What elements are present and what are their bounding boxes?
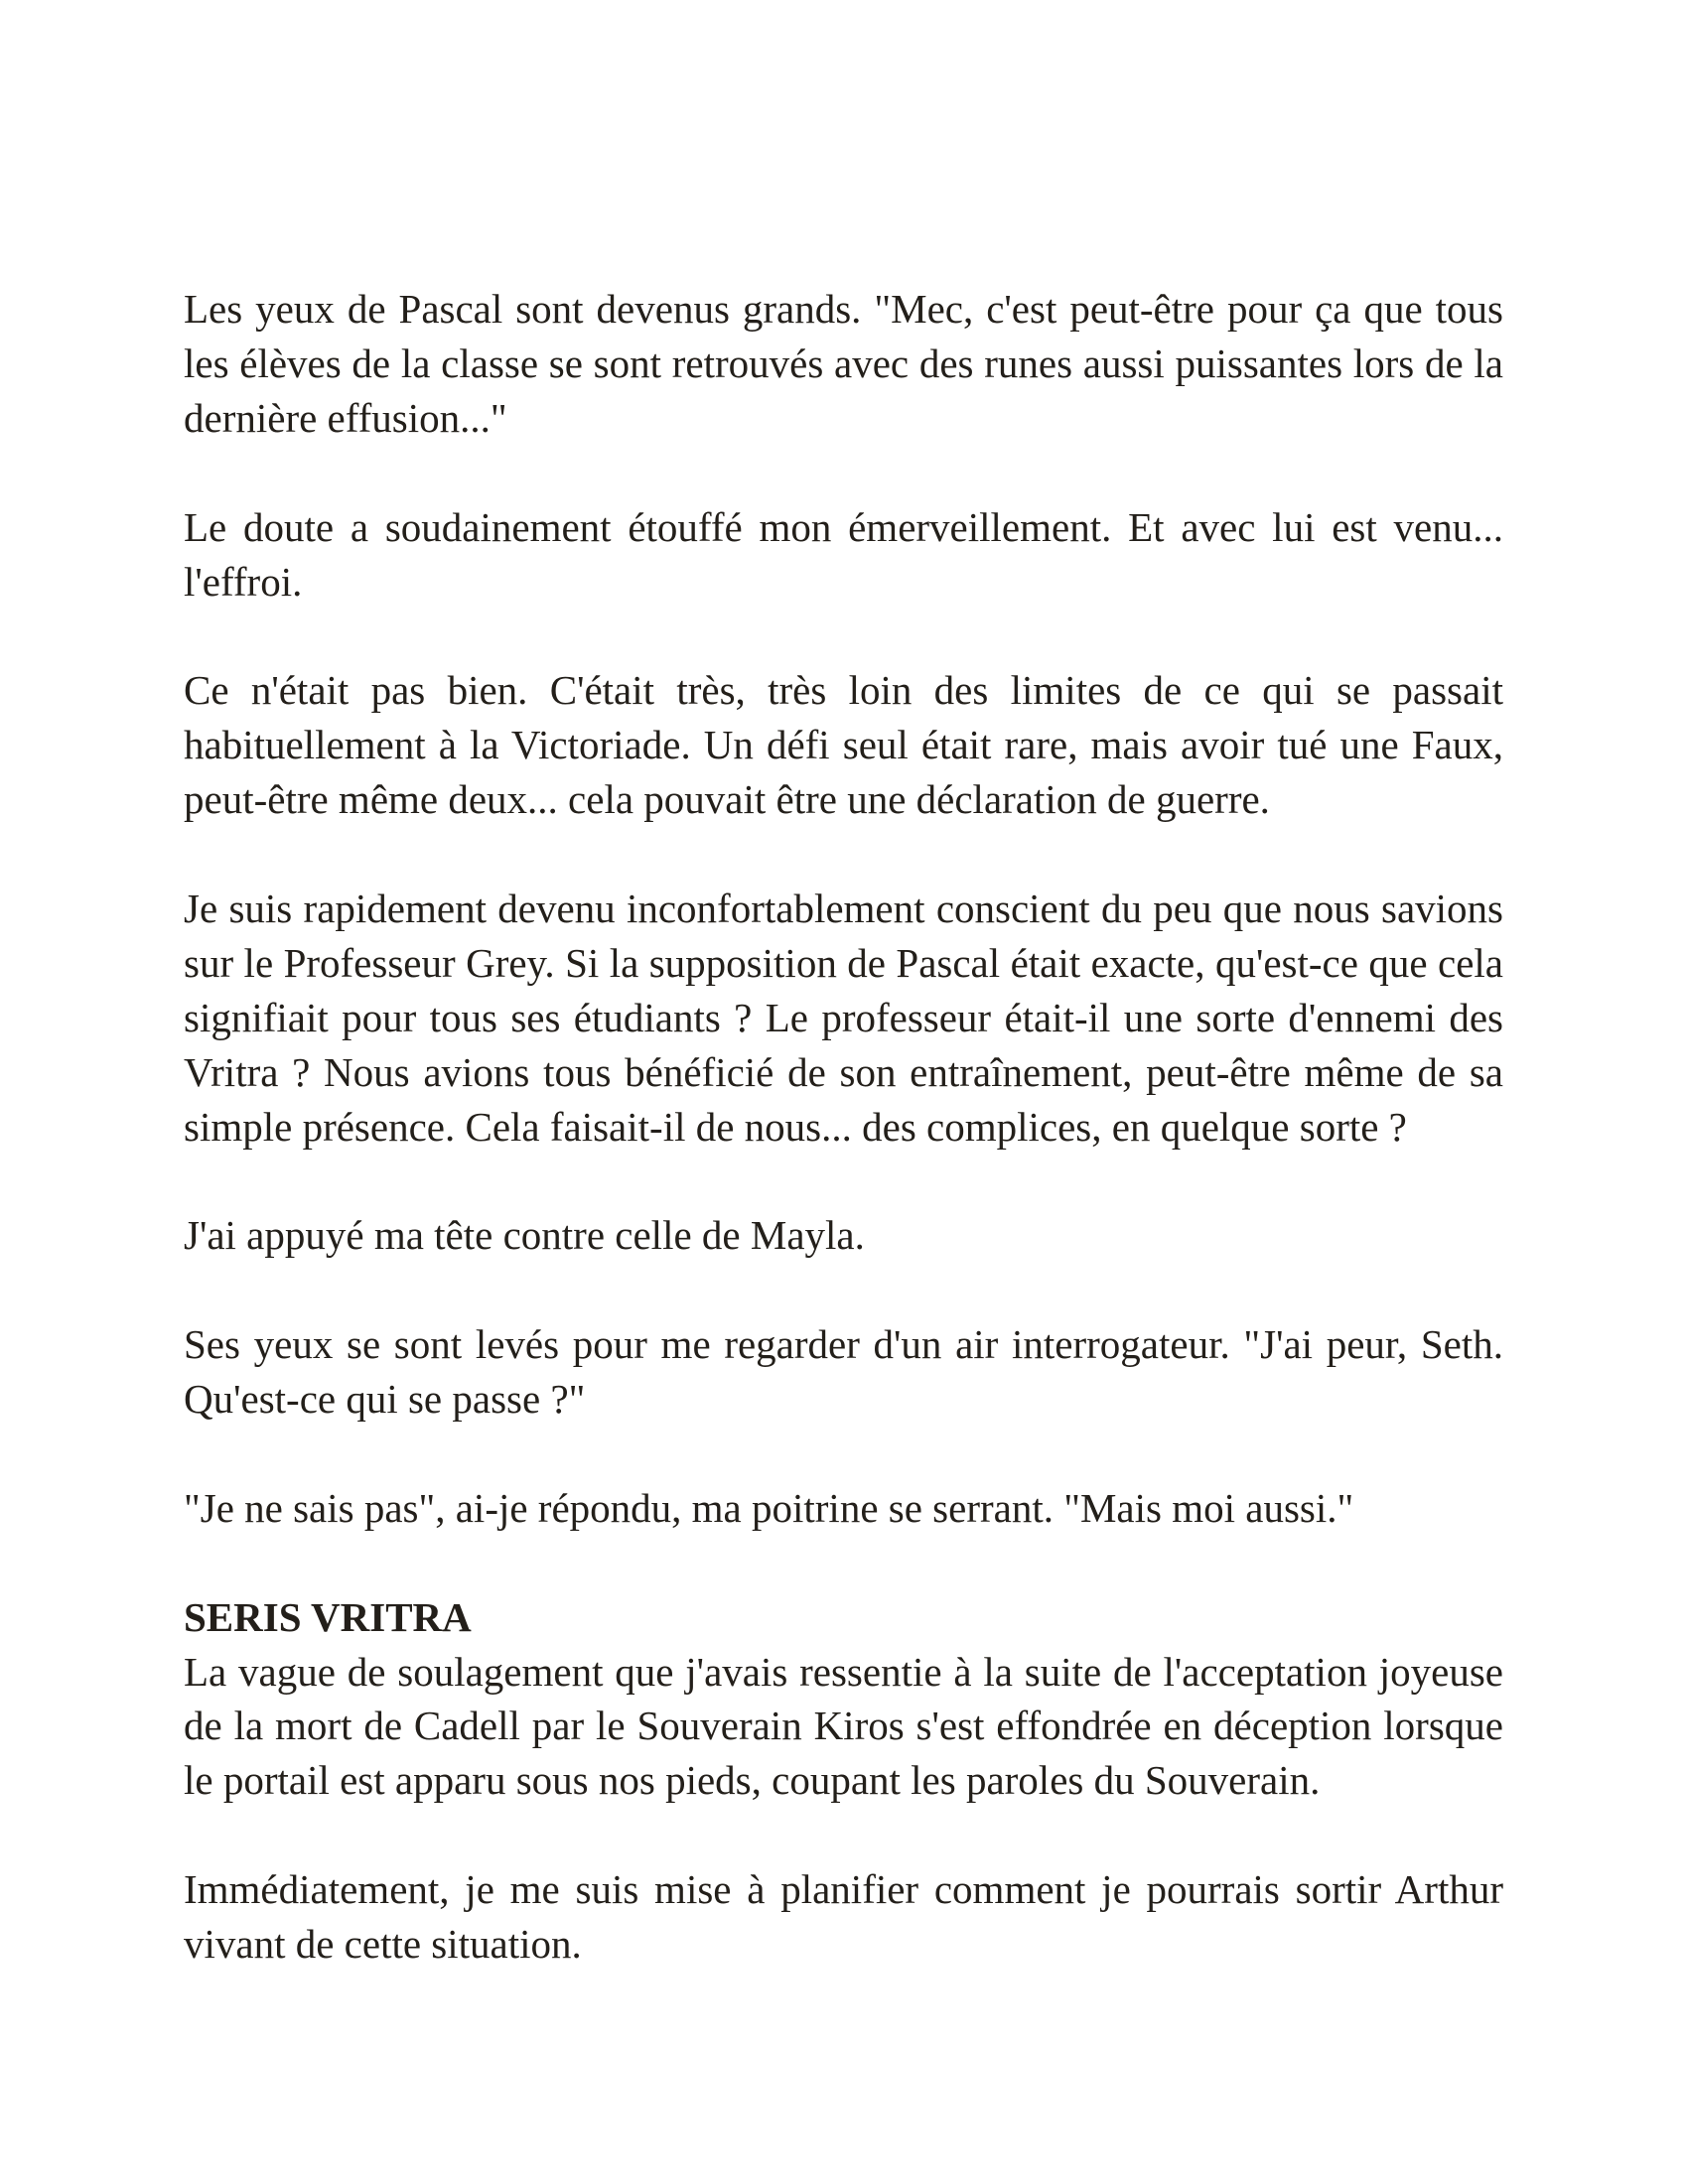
- paragraph-immediately: Immédiatement, je me suis mise à planifier comment je pourrais sortir Arthur vivant de cette situation.: [184, 1866, 1503, 1968]
- paragraph-seth-afraid: Ses yeux se sont levés pour me regarder d'un air interrogateur. "J'ai peur, Seth. Qu'est-ce qui se passe ?": [184, 1321, 1503, 1423]
- paragraph-dont-know: "Je ne sais pas", ai-je répondu, ma poitrine se serrant. "Mais moi aussi.": [184, 1484, 1354, 1531]
- paragraph-professor-grey: Je suis rapidement devenu inconfortablement conscient du peu que nous savions sur le Professeur Grey. Si la supposition de Pascal était exacte, qu'est-ce que cela signifiait pour tous ses étudiants ? Le professeur était-il une sorte d'ennemi des Vritra ? Nous avions tous bénéficié de son entraînement, peut-être même de sa simple présence. Cela faisait-il de nous... des complices, en quelque sorte ?: [184, 885, 1503, 1150]
- text-column: [184, 282, 1503, 1972]
- paragraph-pascal-eyes: Les yeux de Pascal sont devenus grands. "Mec, c'est peut-être pour ça que tous les élèves de la classe se sont retrouvés avec des runes aussi puissantes lors de la dernière effusion...": [184, 286, 1503, 441]
- paragraph-doubt: Le doute a soudainement étouffé mon émerveillement. Et avec lui est venu... l'effroi.: [184, 503, 1503, 605]
- section-heading: SERIS VRITRA: [184, 1593, 472, 1640]
- paragraph-not-good: Ce n'était pas bien. C'était très, très loin des limites de ce qui se passait habituellement à la Victoriade. Un défi seul était rare, mais avoir tué une Faux, peut-être même deux... cela pouvait être une déclaration de guerre.: [184, 667, 1503, 823]
- paragraph-relief-wave: La vague de soulagement que j'avais ressentie à la suite de l'acceptation joyeuse de la mort de Cadell par le Souverain Kiros s'est effondrée en déception lorsque le portail est apparu sous nos pieds, coupant les paroles du Souverain.: [184, 1648, 1503, 1804]
- paragraph-mayla: J'ai appuyé ma tête contre celle de Mayla.: [184, 1212, 865, 1259]
- section-seris-vritra: [184, 1590, 1503, 1809]
